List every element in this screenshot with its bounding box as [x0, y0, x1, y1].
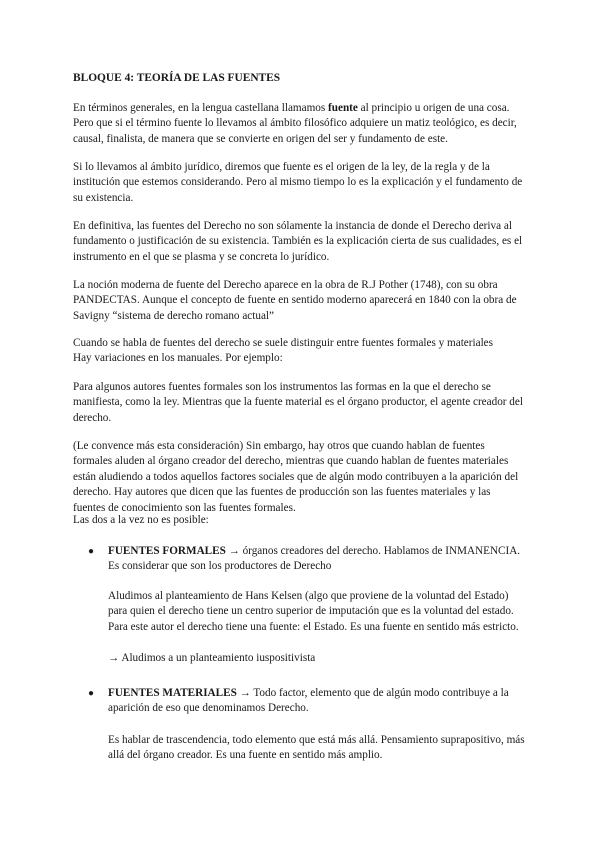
list-item-fuentes-formales: [88, 544, 526, 575]
bold-term-fuente: fuente: [328, 102, 358, 114]
paragraph-dos-a-la-vez: Las dos a la vez no es posible:: [73, 514, 209, 526]
bullet-title: FUENTES MATERIALES: [108, 687, 237, 699]
bullet-text: → Todo factor, elemento que de algún modo contribuye a la aparición de eso que denominamos Derecho.: [108, 687, 509, 715]
section-heading: BLOQUE 4: TEORÍA DE LAS FUENTES: [73, 72, 281, 84]
bullet-icon: ●: [88, 688, 95, 699]
paragraph-sin-embargo: (Le convence más esta consideración) Sin embargo, hay otros que cuando hablan de fuentes formales aluden al órgano creador del derecho, mientras que cuando hablan de fuentes materiales están aludiendo a todos aquellos factores sociales que de algún modo contribuyen a la aparición del derecho. Hay autores que dicen que las fuentes de producción son las fuentes materiales y las fuentes de conocimiento son las fuentes formales.: [73, 440, 519, 514]
bullet-icon: ●: [88, 546, 95, 557]
list-item-fuentes-materiales: [88, 686, 526, 717]
bullet-title: FUENTES FORMALES: [108, 545, 226, 557]
paragraph-distinguir: Cuando se habla de fuentes del derecho se suele distinguir entre fuentes formales y materiales: [73, 337, 494, 349]
paragraph-juridico: Si lo llevamos al ámbito jurídico, diremos que fuente es el origen de la ley, de la regla y de la institución que estemos considerando. Pero al mismo tiempo lo es la explicación y el fundamento de su existencia.: [73, 161, 523, 204]
paragraph-kelsen: Aludimos al planteamiento de Hans Kelsen (algo que proviene de la voluntad del Estado) para quien el derecho tiene un centro superior de imputación que es la voluntad del estado. Para este autor el derecho tiene una fuente: el Estado. Es una fuente en sentido más estricto.: [108, 590, 519, 633]
paragraph-nocion-moderna: La noción moderna de fuente del Derecho aparece en la obra de R.J Pother (1748), con su obra PANDECTAS. Aunque el concepto de fuente en sentido moderno aparecerá en 1840 con la obra de Savigny “sistema de derecho romano actual”: [73, 279, 517, 322]
paragraph-en-definitiva: En definitiva, las fuentes del Derecho no son sólamente la instancia de donde el Derecho deriva al fundamento o justificación de su existencia. También es la explicación cierta de sus cualidades, es el instrumento en el que se plasma y se concreta lo jurídico.: [73, 220, 523, 263]
paragraph-text: En términos generales, en la lengua castellana llamamos: [73, 102, 329, 114]
bullet-text: → órganos creadores del derecho. Hablamos de INMANENCIA. Es considerar que son los productores de Derecho: [108, 545, 521, 573]
paragraph-variaciones: Hay variaciones en los manuales. Por ejemplo:: [73, 352, 283, 364]
paragraph-iuspositivista: → Aludimos a un planteamiento iuspositivista: [108, 652, 316, 664]
paragraph-algunos-autores: Para algunos autores fuentes formales son los instrumentos las formas en la que el derecho se manifiesta, como la ley. Mientras que la fuente material es el órgano productor, el agente creador del derecho.: [73, 381, 523, 424]
paragraph-trascendencia: Es hablar de trascendencia, todo elemento que está más allá. Pensamiento suprapositivo, más allá del órgano creador. Es una fuente en sentido más amplio.: [108, 734, 525, 762]
paragraph-fuente-definition: [73, 101, 525, 147]
paragraph-text: al principio u origen de una cosa. Pero que si el término fuente lo llevamos al ámbito filosófico adquiere un matiz teológico, es decir, causal, finalista, de manera que se convierte en origen del ser y fundamento de este.: [73, 102, 517, 145]
